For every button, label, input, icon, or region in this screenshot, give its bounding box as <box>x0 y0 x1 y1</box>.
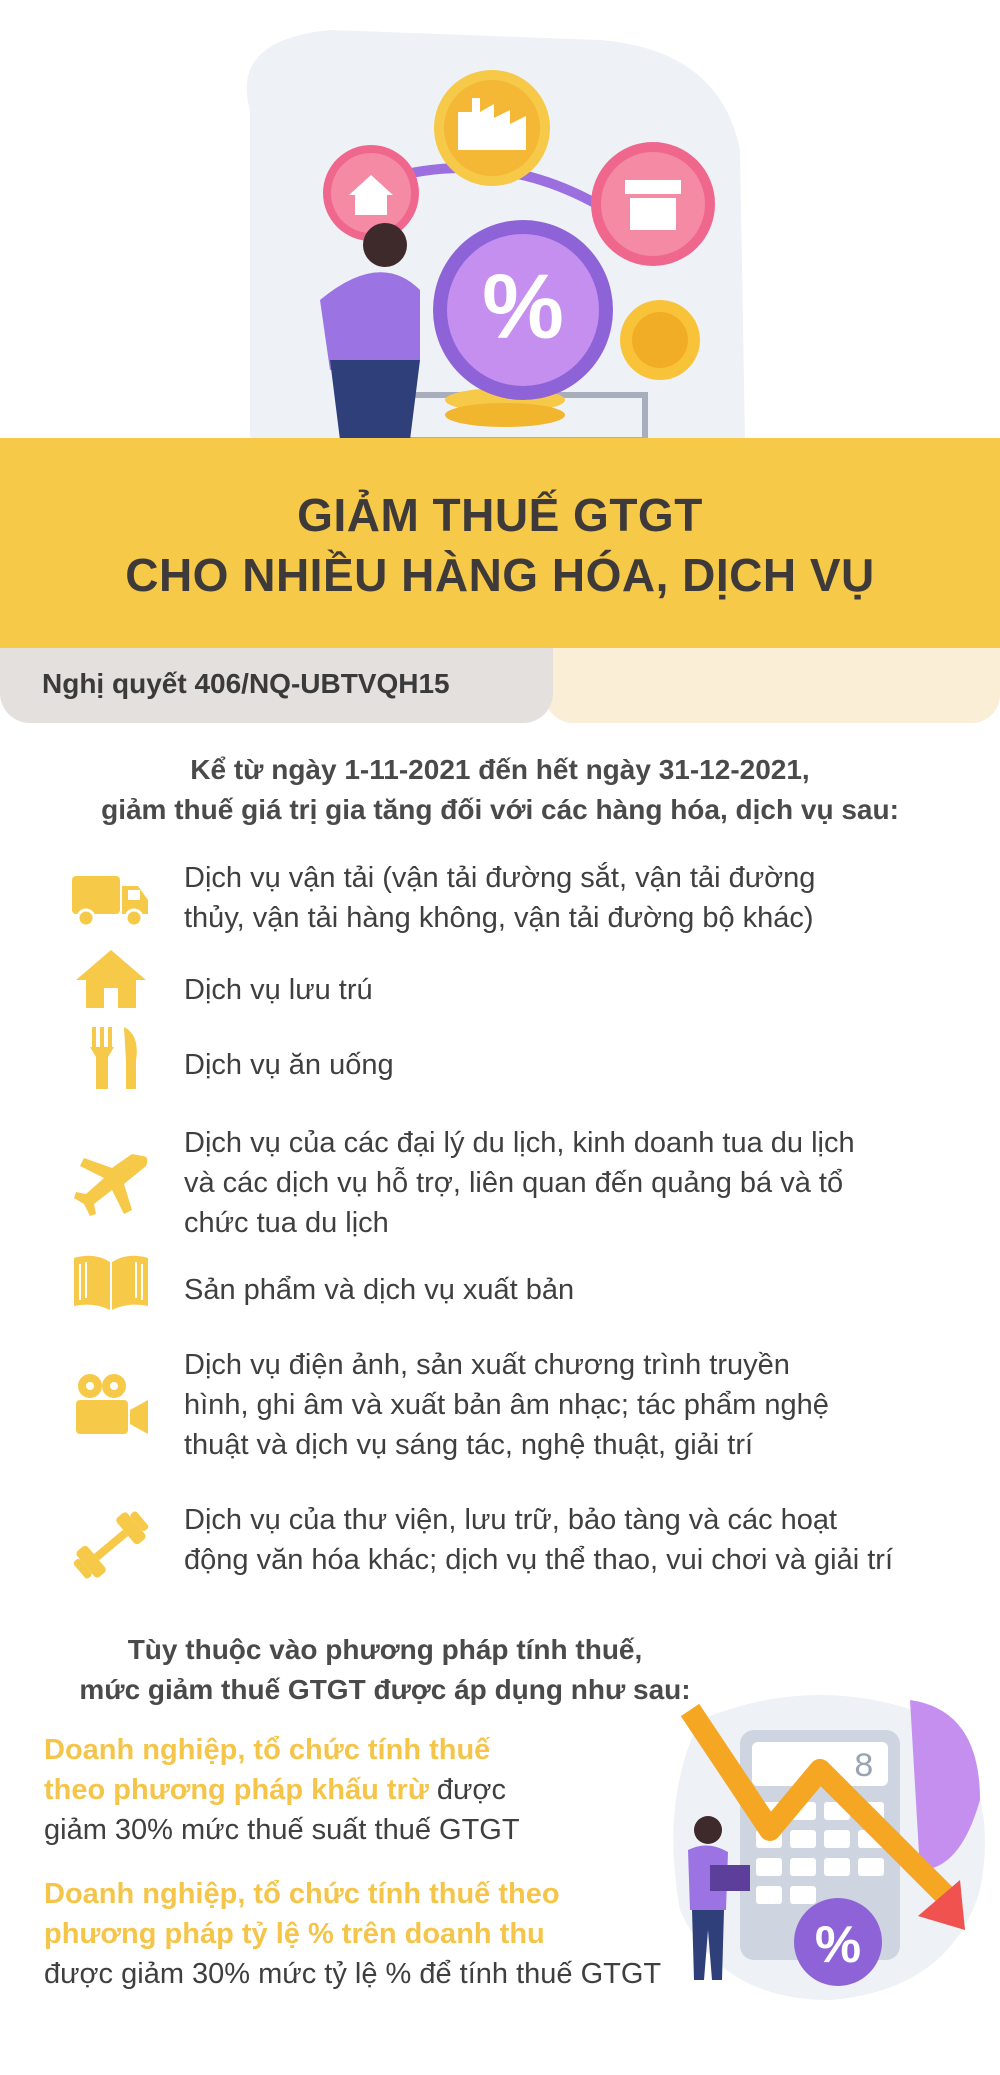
item-text: Dịch vụ của các đại lý du lịch, kinh doanh tua du lịch và các dịch vụ hỗ trợ, liên quan đến quảng bá và tổ chức tua du lịch <box>184 1127 855 1239</box>
calculator-percent-text: % <box>814 1916 862 1974</box>
resolution-label: Nghị quyết 406/NQ-UBTVQH15 <box>42 668 450 699</box>
book-icon <box>68 1248 154 1318</box>
house-bubble-icon <box>323 145 419 241</box>
calculator-illustration <box>660 1680 1000 2010</box>
dumbbell-icon <box>68 1510 154 1580</box>
intro-text <box>0 750 1000 830</box>
title-banner <box>0 438 1000 648</box>
factory-icon <box>434 70 550 186</box>
item-text: Dịch vụ ăn uống <box>184 1049 394 1081</box>
airplane-icon <box>68 1148 154 1218</box>
item-text: Dịch vụ điện ảnh, sản xuất chương trình truyền hình, ghi âm và xuất bản âm nhạc; tác phẩm nghệ thuật và dịch vụ sáng tác, nghệ thuật, giải trí <box>184 1349 829 1461</box>
intro-line-2: giảm thuế giá trị gia tăng đối với các hàng hóa, dịch vụ sau: <box>101 794 899 825</box>
item-text: Sản phẩm và dịch vụ xuất bản <box>184 1274 575 1306</box>
tab-cream-decor <box>545 648 1000 723</box>
resolution-tab-row <box>0 648 1000 723</box>
method-line-1: Tùy thuộc vào phương pháp tính thuế, <box>127 1634 643 1665</box>
calculator-display: 8 <box>853 1749 874 1787</box>
hero-percent-text: % <box>482 256 564 358</box>
house-icon <box>68 944 154 1014</box>
fork-knife-icon <box>68 1023 154 1093</box>
item-text: Dịch vụ vận tải (vận tải đường sắt, vận tải đường thủy, vận tải hàng không, vận tải đường bộ khác) <box>184 862 816 934</box>
item-text: Dịch vụ lưu trú <box>184 974 373 1006</box>
video-camera-icon <box>68 1370 154 1440</box>
rate-revenue-percentage: Doanh nghiệp, tổ chức tính thuế theo phương pháp tỷ lệ % trên doanh thu được giảm 30% mức tỷ lệ % để tính thuế GTGT <box>44 1878 662 1990</box>
shop-icon <box>591 142 715 266</box>
method-line-2: mức giảm thuế GTGT được áp dụng như sau: <box>79 1674 691 1705</box>
resolution-tab <box>0 648 553 723</box>
method-heading <box>0 1630 770 1710</box>
title-line-1: GIẢM THUẾ GTGT <box>297 489 703 541</box>
item-text: Dịch vụ của thư viện, lưu trữ, bảo tàng và các hoạt động văn hóa khác; dịch vụ thể thao, vui chơi và giải trí <box>184 1504 893 1576</box>
truck-icon <box>68 864 154 934</box>
hero-illustration <box>0 0 1000 440</box>
title-line-2: CHO NHIỀU HÀNG HÓA, DỊCH VỤ <box>125 549 875 601</box>
rate-deduction: Doanh nghiệp, tổ chức tính thuế theo phương pháp khấu trừ được giảm 30% mức thuế suất thuế GTGT <box>44 1734 520 1846</box>
intro-line-1: Kể từ ngày 1-11-2021 đến hết ngày 31-12-2021, <box>190 754 810 785</box>
